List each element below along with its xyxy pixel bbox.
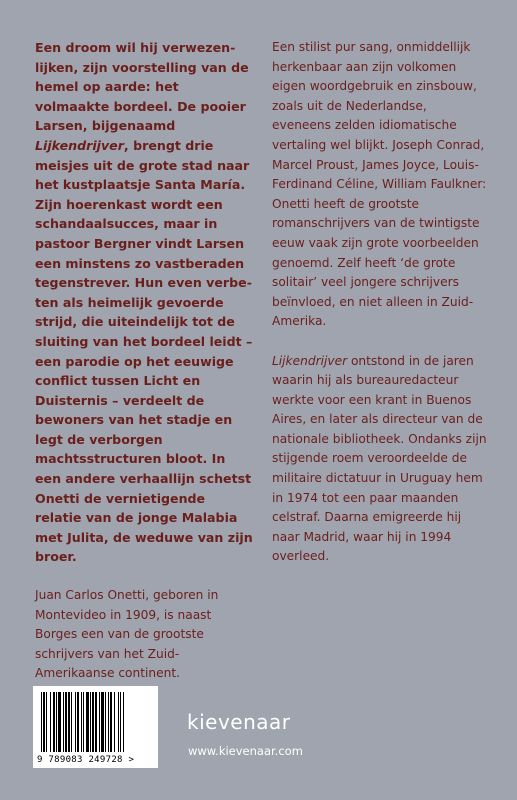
barcode-bar [118,692,119,752]
isbn-digits: 9 789083 249728 [37,755,123,765]
barcode-bar [101,692,104,752]
barcode-bar [46,692,47,752]
barcode-bar [50,692,51,752]
barcode-bar [58,692,61,752]
barcode-bar [56,692,57,752]
barcode-bar [110,692,112,752]
barcode-bars [33,686,158,756]
barcode-bar [99,692,100,752]
isbn-number [37,755,156,765]
barcode-bar [43,692,45,752]
author-bio: Juan Carlos Onetti, geboren in Montevideo in 1909, is naast Borges een van de grootste schrijvers van het Zuid-Amerikaanse continent. [35,588,219,681]
barcode-bar [95,692,97,752]
history-title-italic: Lijkendrijver [272,353,348,368]
publisher-logo: kievenaar [187,710,291,734]
barcode-bar [83,692,84,752]
blurb-text-1: Een droom wil hij verwezenlijken, zijn voorstelling van de hemel op aarde: het volmaakte bordeel. De pooier Larsen, bijgenaamd [35,40,249,134]
barcode-bar [41,692,42,752]
history-text: ontstond in de jaren waarin hij als bureauredacteur werkte voor een krant in Buenos Aires, en later als directeur van de nationale bibliotheek. Ondanks zijn stijgende roem veroordeelde de militaire dictatuur in Uruguay hem in 1974 tot een paar maanden celstraf. Daarna emigreerde hij naar Madrid, waar hij in 1994 overleed. [272,353,487,564]
style-paragraph: Een stilist pur sang, onmiddellijk herkenbaar aan zijn volkomen eigen woordgebruik en zinsbouw, zoals uit de Nederlandse, eveneens zelden idiomatische vertaling wel blijkt. Joseph Conrad, Marcel Proust, James Joyce, Louis-Ferdinand Céline, William Faulkner: Onetti heeft de grootste romanschrijvers van de twintigste eeuw vaak zijn grote voorbeelden genoemd. Zelf heeft ‘de grote solitair’ veel jongere schrijvers beïnvloed, en niet alleen in Zuid-Amerika. [272,40,487,329]
barcode-bar [68,692,70,752]
blurb-paragraph [35,38,253,567]
barcode-bar [63,692,64,752]
isbn-suffix: > [128,755,135,765]
barcode-bar [114,692,115,752]
barcode-bar [92,692,94,752]
left-column [35,38,253,684]
barcode-bar [65,692,67,752]
barcode-bar [71,692,72,752]
blurb-title-italic: Lijkendrijver [35,137,124,153]
barcode-bar [105,692,106,752]
barcode-bar [75,692,76,752]
right-column [272,38,488,567]
barcode-bar [77,692,79,752]
barcode-bar [120,692,121,752]
barcode-bar [53,692,55,752]
blurb-text-2: , brengt drie meisjes uit de grote stad naar het kustplaatsje Santa María. Zijn hoerenkast wordt een schandaalsucces, maar in pastoor Bergner vindt Larsen een minstens zo vastberaden tegenstrever. Hun even verbeten als heimelijk gevoerde strijd, die uiteindelijk tot de sluiting van het bordeel leidt – een parodie op het eeuwige conflict tussen Licht en Duisternis – verdeelt de bewoners van het stadje en legt de verborgen machtsstructuren bloot. In een andere verhaallijn schetst Onetti de vernietigende relatie van de jonge Malabia met Julita, de weduwe van zijn broer. [35,137,253,565]
history-paragraph [272,352,488,568]
barcode-bar [90,692,91,752]
barcode [33,686,158,768]
barcode-bar [81,692,82,752]
barcode-bar [123,692,124,752]
barcode-bar [86,692,89,752]
barcode-bar [108,692,109,752]
publisher-url: www.kievenaar.com [188,744,303,758]
